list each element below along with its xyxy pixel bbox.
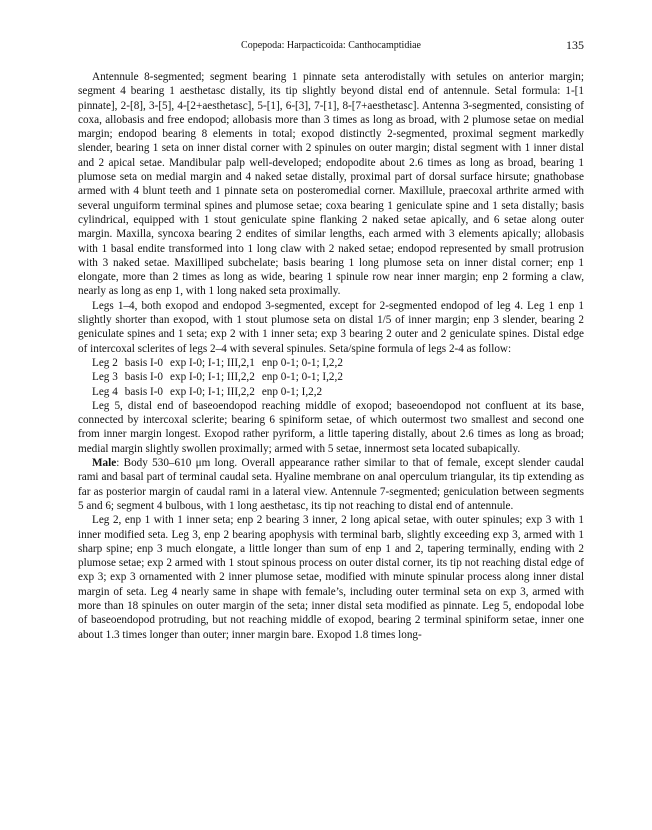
basis-formula: basis I-0	[124, 385, 164, 398]
paragraph-male	[78, 456, 584, 513]
basis-formula: basis I-0	[124, 371, 164, 384]
endopod-formula: enp 0-1; 0-1; I,2,2	[261, 371, 343, 384]
exopod-formula: exp I-0; I-1; III,2,2	[170, 385, 255, 398]
leg-label: Leg 3	[92, 371, 118, 384]
endopod-formula: enp 0-1; 0-1; I,2,2	[261, 356, 343, 369]
running-title: Copepoda: Harpacticoida: Canthocamptidiae	[241, 40, 421, 51]
running-header	[78, 38, 584, 56]
endopod-formula: enp 0-1; I,2,2	[261, 385, 323, 398]
table-row	[92, 370, 350, 384]
exopod-formula: exp I-0; I-1; III,2,2	[170, 371, 255, 384]
exopod-formula: exp I-0; I-1; III,2,1	[170, 356, 255, 369]
table-row	[92, 356, 350, 370]
page-number: 135	[566, 38, 584, 52]
basis-formula: basis I-0	[124, 356, 164, 369]
paragraph-legs: Legs 1–4, both exopod and endopod 3-segmented, except for 2-segmented endopod of leg 4. Leg 1 enp 1 slightly shorter than exopod, with 1 stout plumose seta on distal 1/5 of inner margin; enp 3 slender, bearing 2 geniculate spines and 1 seta; exp 2 with 1 inner seta; exp 3 bearing 2 outer and 2 geniculate spines. Distal edge of intercoxal sclerites of legs 2–4 with several spinules. Seta/spine formula of legs 2-4 as follow:	[78, 299, 584, 355]
table-row	[92, 385, 350, 399]
leg-label: Leg 4	[92, 385, 118, 398]
seta-spine-formula-table	[92, 356, 350, 399]
paragraph-appendages: Antennule 8-segmented; segment bearing 1 pinnate seta anterodistally with setules on anterior margin; segment 4 bearing 1 aesthetasc distally, its tip slightly beyond distal end of antennule. Setal formula: 1-[1 pinnate], 2-[8], 3-[5], 4-[2+aesthetasc], 5-[1], 6-[3], 7-[1], 8-[7+aesthetasc]. Antenna 3-segmented, consisting of coxa, allobasis and free endopod; allobasis more than 3 times as long as broad, with 2 plumose setae on medial margin; endopod bearing 8 elements in total; exopod distinctly 2-segmented, proximal segment markedly slender, bearing 1 seta on inner distal corner with 2 spinules on outer margin; distal segment with 1 inner distal and 2 apical setae. Mandibular palp well-developed; endopodite about 2.6 times as long as broad, bearing 1 plumose seta on medial margin and 4 naked setae distally, proximal part of dorsal surface hirsute; gnathobase armed with 4 blunt teeth and 1 pinnate seta on posteromedial corner. Maxillule, praecoxal arthrite armed with several unguiform terminal spines and plumose setae; coxa bearing 1 geniculate spine and 1 seta distally; basis cylindrical, equipped with 1 stout geniculate spine flanking 2 naked setae apically, and 6 setae along outer margin. Maxilla, syncoxa bearing 2 endites of similar lengths, each armed with 3 elements apically; allobasis with 1 basal endite transformed into 1 long claw with 2 naked setae; endopod represented by small protrusion with 3 naked setae. Maxilliped subchelate; basis bearing 1 long plumose seta on inner distal corner; enp 1 elongate, more than 2 times as long as wide, bearing 1 spinule row near inner margin; enp 2 forming a claw, nearly as long as enp 1, with 1 long naked seta proximally.	[78, 71, 584, 298]
male-heading: Male	[92, 457, 117, 470]
paragraph-male-legs: Leg 2, enp 1 with 1 inner seta; enp 2 bearing 3 inner, 2 long apical setae, with outer spinules; exp 3 with 1 inner modified seta. Leg 3, enp 2 bearing apophysis with terminal barb, slightly exceeding exp 3, armed with 1 sharp spine; enp 3 much elongate, a little longer than sum of enp 1 and 2, tapering terminally, ending with 2 plumose setae; exp 2 armed with 1 stout spinous process on outer distal corner, its tip not reaching distal edge of exp 3; exp 3 ornamented with 2 inner plumose setae, modified with minute spinular process along inner distal margin of seta. Leg 4 nearly same in shape with female’s, including outer terminal seta on exp 3, armed with more than 18 spinules on outer margin of the seta; inner distal seta modified as pinnate. Leg 5, endopodal lobe of baseoendopod protruding, but not reaching middle of exopod, bearing 2 terminal spiniform setae, inner one about 1.3 times longer than outer; inner margin bare. Exopod 1.8 times long-	[78, 514, 584, 641]
paragraph-leg5: Leg 5, distal end of baseoendopod reaching middle of exopod; baseoendopod not confluent at its base, connected by intercoxal sclerite; bearing 6 spiniform setae, of which outermost two smallest and second one from inner margin longest. Exopod rather pyriform, a little tapering distally, about 2.6 times as long as broad; medial margin slightly swollen proximally; armed with 5 setae, innermost seta located subapically.	[78, 399, 584, 455]
male-description: : Body 530–610 μm long. Overall appearance rather similar to that of female, except slender caudal rami and basal part of terminal caudal seta. Hyaline membrane on anal operculum triangular, its tip extending as far as posterior margin of caudal rami in a lateral view. Antennule 7-segmented; geniculation between segments 5 and 6; segment 4 bulbous, with 1 long aesthetasc, its tip not reaching to distal end of antennule.	[78, 457, 584, 512]
leg-label: Leg 2	[92, 356, 118, 369]
